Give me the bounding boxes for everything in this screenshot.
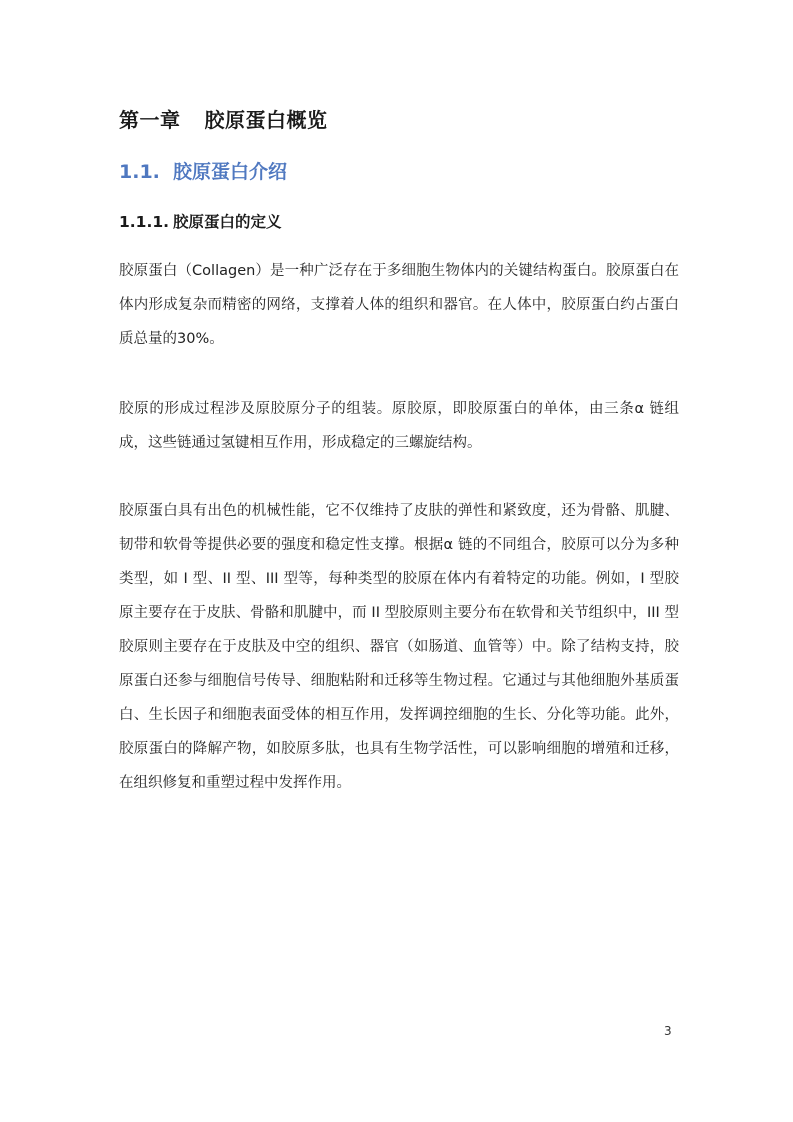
chapter-number: 第一章 (119, 108, 181, 132)
subsection-heading (119, 210, 282, 232)
paragraph-formation: 胶原的形成过程涉及原胶原分子的组装。原胶原，即胶原蛋白的单体，由三条α 链组成，这些链通过氢键相互作用，形成稳定的三螺旋结构。 (119, 401, 679, 451)
subsection-number: 1.1.1. (119, 213, 170, 231)
chapter-heading (119, 104, 328, 133)
page-number: 3 (664, 1024, 672, 1038)
paragraph-properties: 胶原蛋白具有出色的机械性能，它不仅维持了皮肤的弹性和紧致度，还为骨骼、肌腱、韧带和软骨等提供必要的强度和稳定性支撑。根据α 链的不同组合，胶原可以分为多种类型，如 I 型、II 型、III 型等，每种类型的胶原在体内有着特定的功能。例如，I 型胶原主要存在于皮肤、骨骼和肌腱中，而 II 型胶原则主要分布在软骨和关节组织中，III 型胶原则主要存在于皮肤及中空的组织、器官（如肠道、血管等）中。除了结构支持，胶原蛋白还参与细胞信号传导、细胞粘附和迁移等生物过程。它通过与其他细胞外基质蛋白、生长因子和细胞表面受体的相互作用，发挥调控细胞的生长、分化等功能。此外，胶原蛋白的降解产物，如胶原多肽，也具有生物学活性，可以影响细胞的增殖和迁移，在组织修复和重塑过程中发挥作用。 (119, 503, 679, 791)
subsection-title: 胶原蛋白的定义 (173, 213, 282, 231)
section-number: 1.1. (119, 161, 160, 183)
chapter-title: 胶原蛋白概览 (204, 108, 328, 132)
section-heading (119, 157, 287, 184)
paragraph-definition: 胶原蛋白（Collagen）是一种广泛存在于多细胞生物体内的关键结构蛋白。胶原蛋白在体内形成复杂而精密的网络，支撑着人体的组织和器官。在人体中，胶原蛋白约占蛋白质总量的30%。 (119, 263, 679, 347)
section-title: 胶原蛋白介绍 (173, 161, 288, 183)
